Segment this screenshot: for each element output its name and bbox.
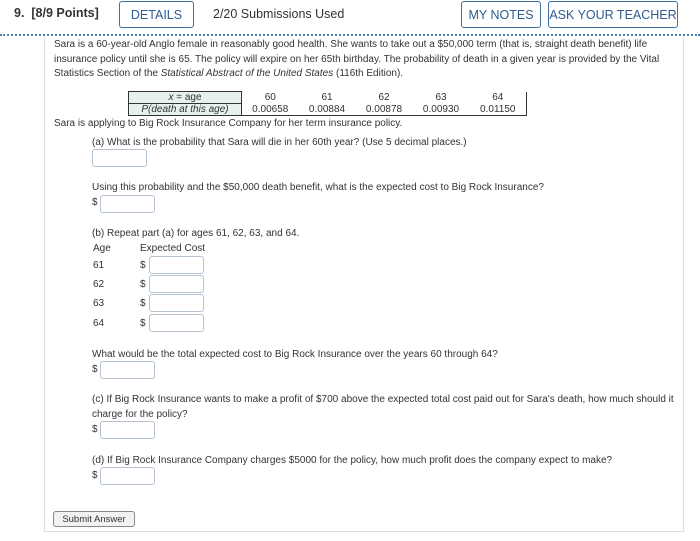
age-cell: 62 [378, 92, 390, 103]
cost-input-61[interactable] [149, 256, 204, 274]
ask-teacher-button[interactable]: ASK YOUR TEACHER [548, 1, 678, 28]
probability-cell: 0.01150 [470, 104, 527, 116]
age-row [129, 92, 527, 104]
dollar-sign: $ [140, 279, 146, 290]
probability-cell: 0.00658 [242, 104, 299, 116]
submit-answer-button[interactable]: Submit Answer [53, 511, 135, 527]
part-a-probability-input[interactable] [92, 149, 147, 167]
source-title: Statistical Abstract of the United States [160, 68, 334, 79]
probability-cell: 0.00878 [356, 104, 413, 116]
question-header [0, 0, 700, 36]
age-row-header: x = age [129, 92, 242, 104]
part-a-followup: Using this probability and the $50,000 death benefit, what is the expected cost to Big Rock Insurance? [92, 182, 544, 193]
cost-input-64[interactable] [149, 314, 204, 332]
probability-cell: 0.00884 [299, 104, 356, 116]
age-label: 64 [93, 318, 105, 329]
part-b-question: (b) Repeat part (a) for ages 61, 62, 63, and 64. [92, 228, 300, 239]
probability-cell: 0.00930 [413, 104, 470, 116]
age-label: 62 [93, 279, 105, 290]
dollar-sign: $ [92, 197, 98, 208]
probability-row [129, 104, 527, 116]
applying-text: Sara is applying to Big Rock Insurance Company for her term insurance policy. [54, 118, 403, 129]
question-number: 9. [8/9 Points] [14, 6, 99, 20]
dollar-sign: $ [92, 424, 98, 435]
total-cost-input[interactable] [100, 361, 155, 379]
age-column-header: Age [93, 243, 111, 254]
my-notes-button[interactable]: MY NOTES [461, 1, 541, 28]
cost-input-63[interactable] [149, 294, 204, 312]
dollar-sign: $ [140, 260, 146, 271]
part-c-question: (c) If Big Rock Insurance wants to make a profit of $700 above the expected total cost paid out for Sara's death, how much should it charge for the policy? [92, 394, 674, 420]
age-cell: 60 [264, 92, 276, 103]
age-label: 63 [93, 298, 105, 309]
part-a-question: (a) What is the probability that Sara will die in her 60th year? (Use 5 decimal places.) [92, 137, 467, 148]
cost-input-62[interactable] [149, 275, 204, 293]
details-button[interactable]: DETAILS [119, 1, 194, 28]
expected-profit-input[interactable] [100, 467, 155, 485]
age-label: 61 [93, 260, 105, 271]
cost-column-header: Expected Cost [140, 243, 206, 254]
dollar-sign: $ [140, 298, 146, 309]
probability-row-header: P(death at this age) [129, 104, 242, 116]
dollar-sign: $ [92, 470, 98, 481]
policy-charge-input[interactable] [100, 421, 155, 439]
part-d-question: (d) If Big Rock Insurance Company charges $5000 for the policy, how much profit does the company expect to make? [92, 455, 613, 466]
age-cell: 61 [321, 92, 333, 103]
age-cell: 63 [435, 92, 447, 103]
dollar-sign: $ [140, 318, 146, 329]
problem-intro: Sara is a 60-year-old Anglo female in reasonably good health. She wants to take out a $50,000 term (that is, straight death benefit) life insurance policy until she is 65. The policy will expire on her 65th birthday. The probability of death in a given year is provided by the Vital Statistics Section of the Statistical Abstract of the United States (116th Edition). [54, 39, 660, 79]
dollar-sign: $ [92, 364, 98, 375]
part-a-cost-input[interactable] [100, 195, 155, 213]
total-question: What would be the total expected cost to Big Rock Insurance over the years 60 through 64? [92, 349, 498, 360]
mortality-table [128, 91, 527, 116]
submissions-count: 2/20 Submissions Used [213, 7, 345, 21]
age-cell: 64 [470, 92, 527, 104]
